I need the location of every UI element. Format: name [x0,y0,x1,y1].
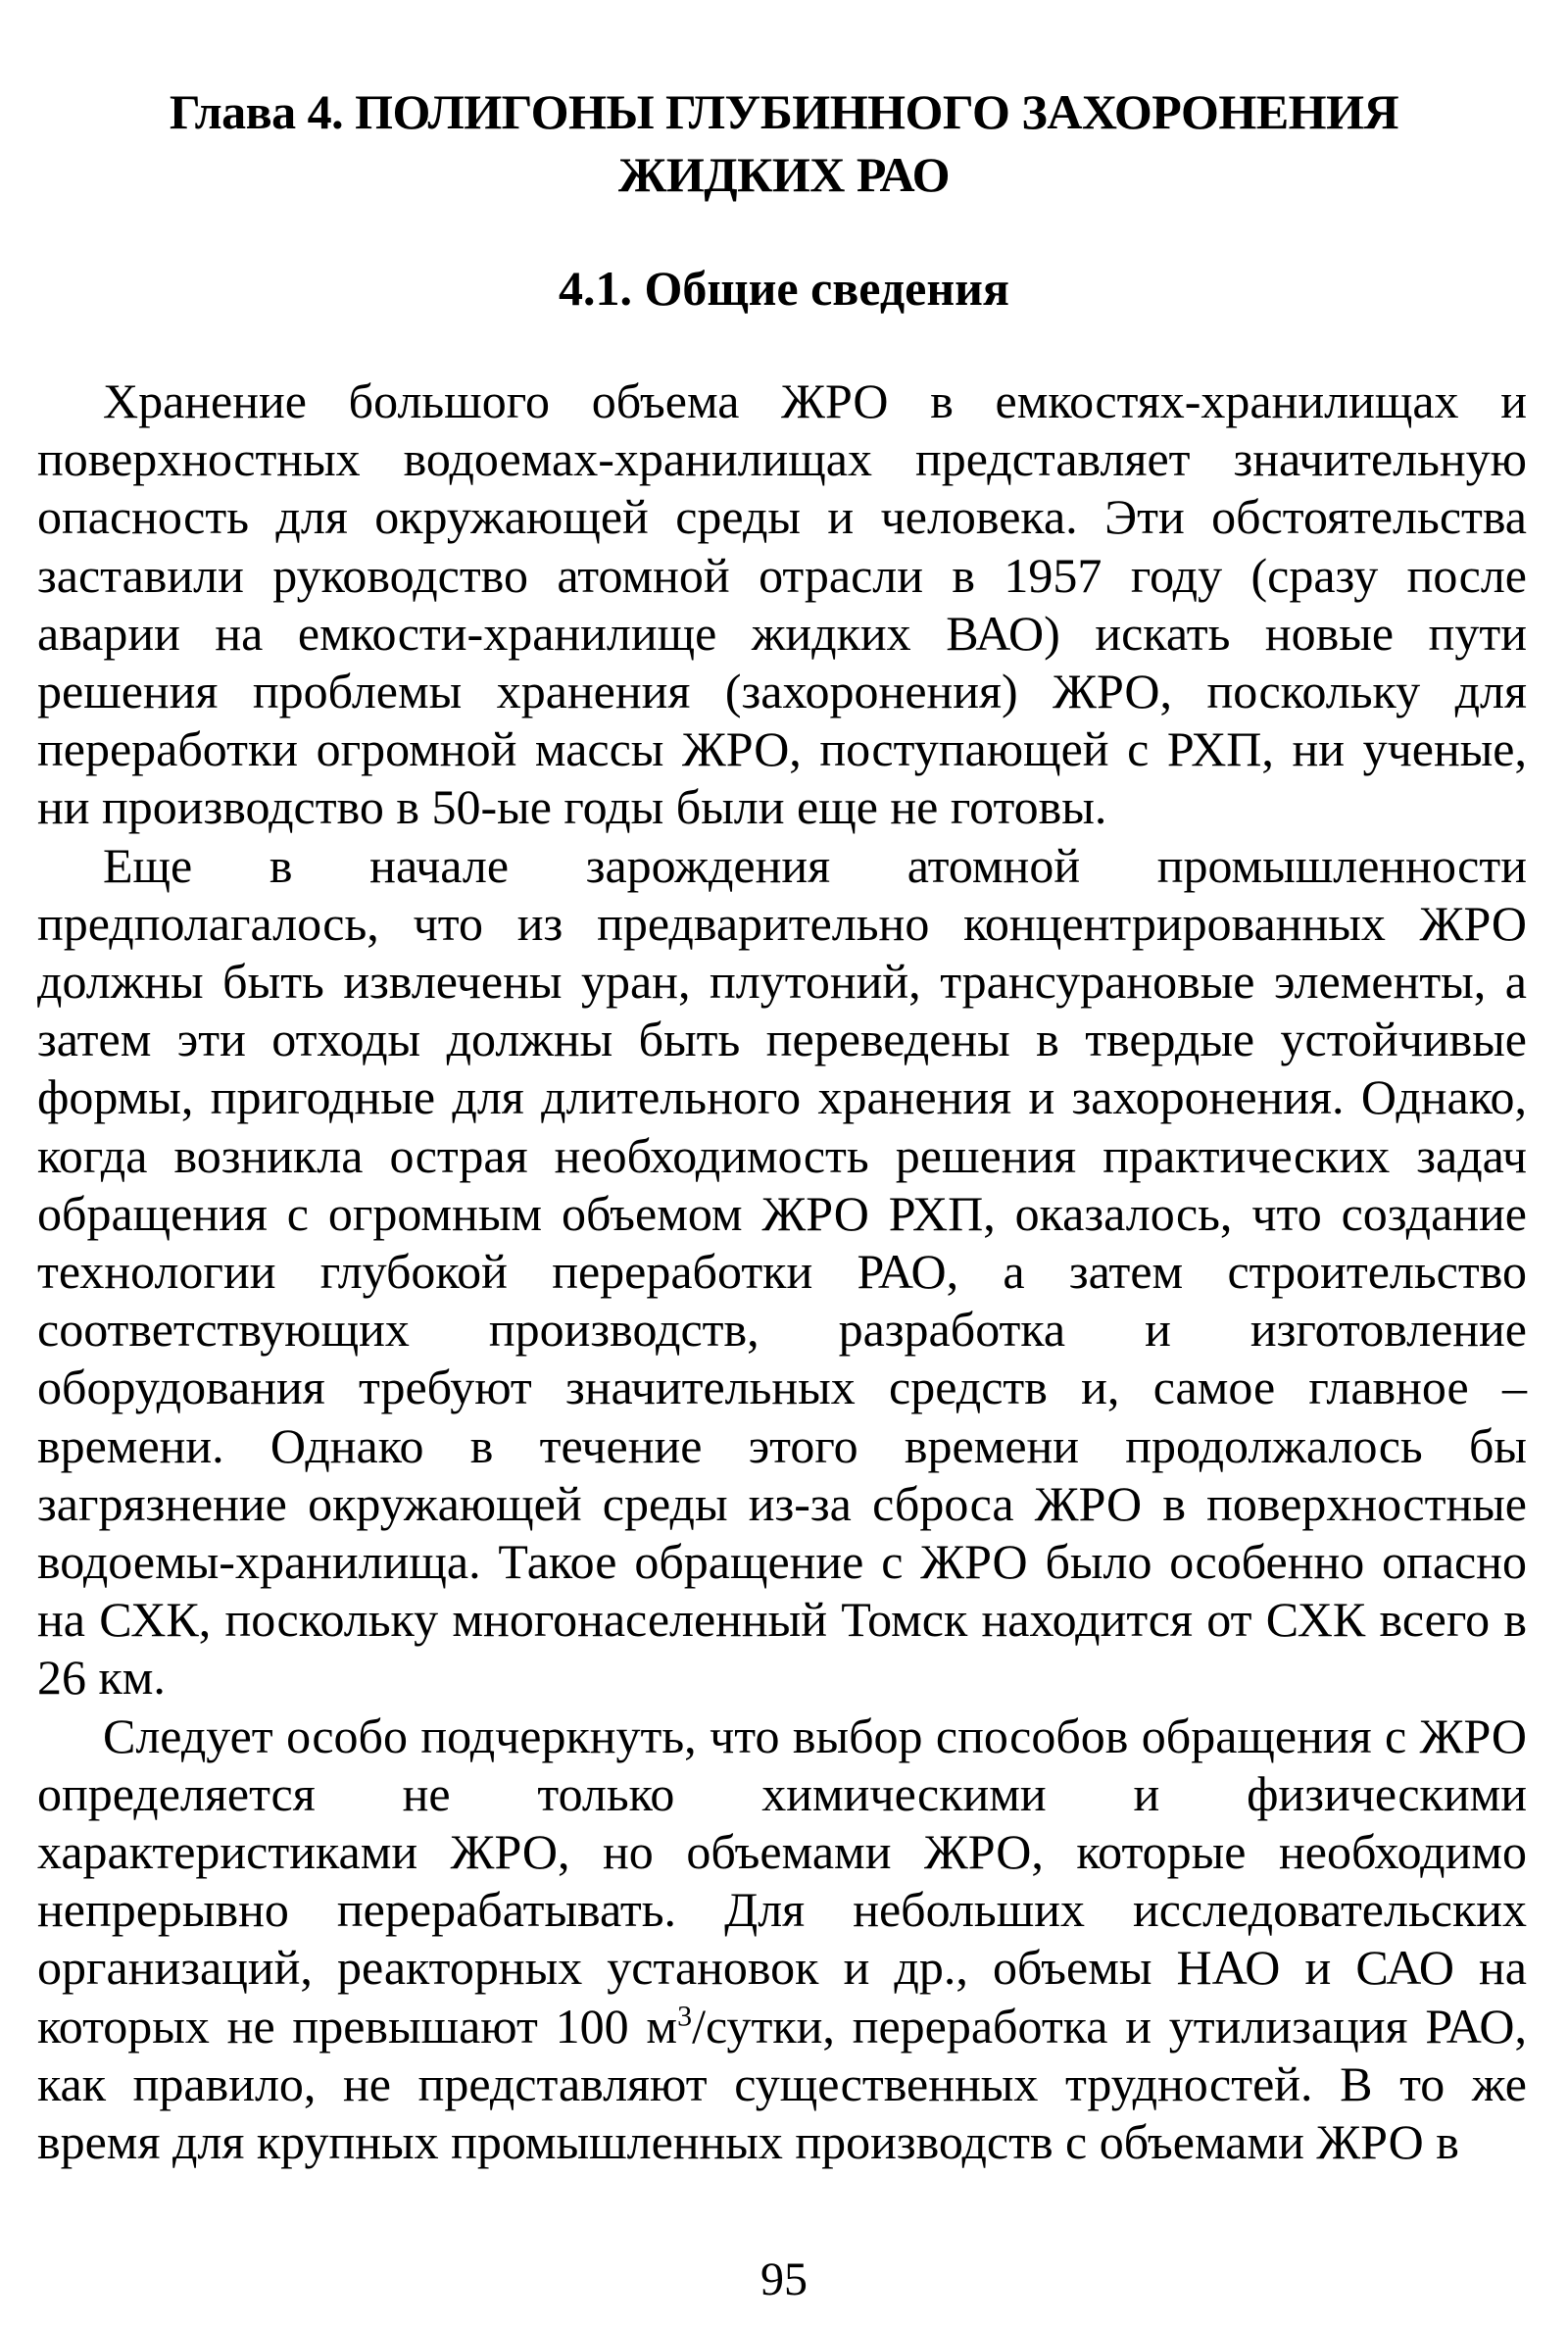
chapter-title-line-2: ЖИДКИХ РАО [617,147,951,202]
chapter-title [98,80,1470,206]
paragraph-1: Хранение большого объема ЖРО в емкостях-хранилищах и поверхностных водоемах-хранилищах представляет значительную опасность для окружающей среды и человека. Эти обстоятельства заставили руководство атомной отрасли в 1957 году (сразу после аварии на емкости-хранилище жидких ВАО) искать новые пути решения проблемы хранения (захоронения) ЖРО, поскольку для переработки огромной массы ЖРО, поступающей с РХП, ни ученые, ни производство в 50-ые годы были еще не готовы. [37,373,1527,835]
paragraph-3-part-2: /сутки, переработка и утилизация РАО, как правило, не представляют существенных трудностей. В то же время для крупных промышленных производств с объемами ЖРО в [37,1998,1527,2170]
paragraph-3 [37,1707,1527,2172]
superscript-exponent: 3 [677,2000,693,2033]
chapter-title-line-1: Глава 4. ПОЛИГОНЫ ГЛУБИННОГО ЗАХОРОНЕНИЯ [169,84,1399,139]
section-title: 4.1. Общие сведения [559,261,1009,316]
page-number: 95 [760,2253,808,2305]
paragraph-3-part-1: Следует особо подчеркнуть, что выбор способов обращения с ЖРО определяется не только химическими и физическими характеристиками ЖРО, но объемами ЖРО, которые необходимо непрерывно перерабатывать. Для небольших исследовательских организаций, реакторных установок и др., объемы НАО и САО на которых не превышают 100 м [37,1707,1527,2054]
paragraph-2: Еще в начале зарождения атомной промышленности предполагалось, что из предварительно концентрированных ЖРО должны быть извлечены уран, плутоний, трансурановые элементы, а затем эти отходы должны быть переведены в твердые устойчивые формы, пригодные для длительного хранения и захоронения. Однако, когда возникла острая необходимость решения практических задач обращения с огромным объемом ЖРО РХП, оказалось, что создание технологии глубокой переработки РАО, а затем строительство соответствующих производств, разработка и изготовление оборудования требуют значительных средств и, самое главное – времени. Однако в течение этого времени продолжалось бы загрязнение окружающей среды из-за сброса ЖРО в поверхностные водоемы-хранилища. Такое обращение с ЖРО было особенно опасно на СХК, поскольку многонаселенный Томск находится от СХК всего в 26 км. [37,837,1527,1706]
body-text [37,372,1527,2171]
